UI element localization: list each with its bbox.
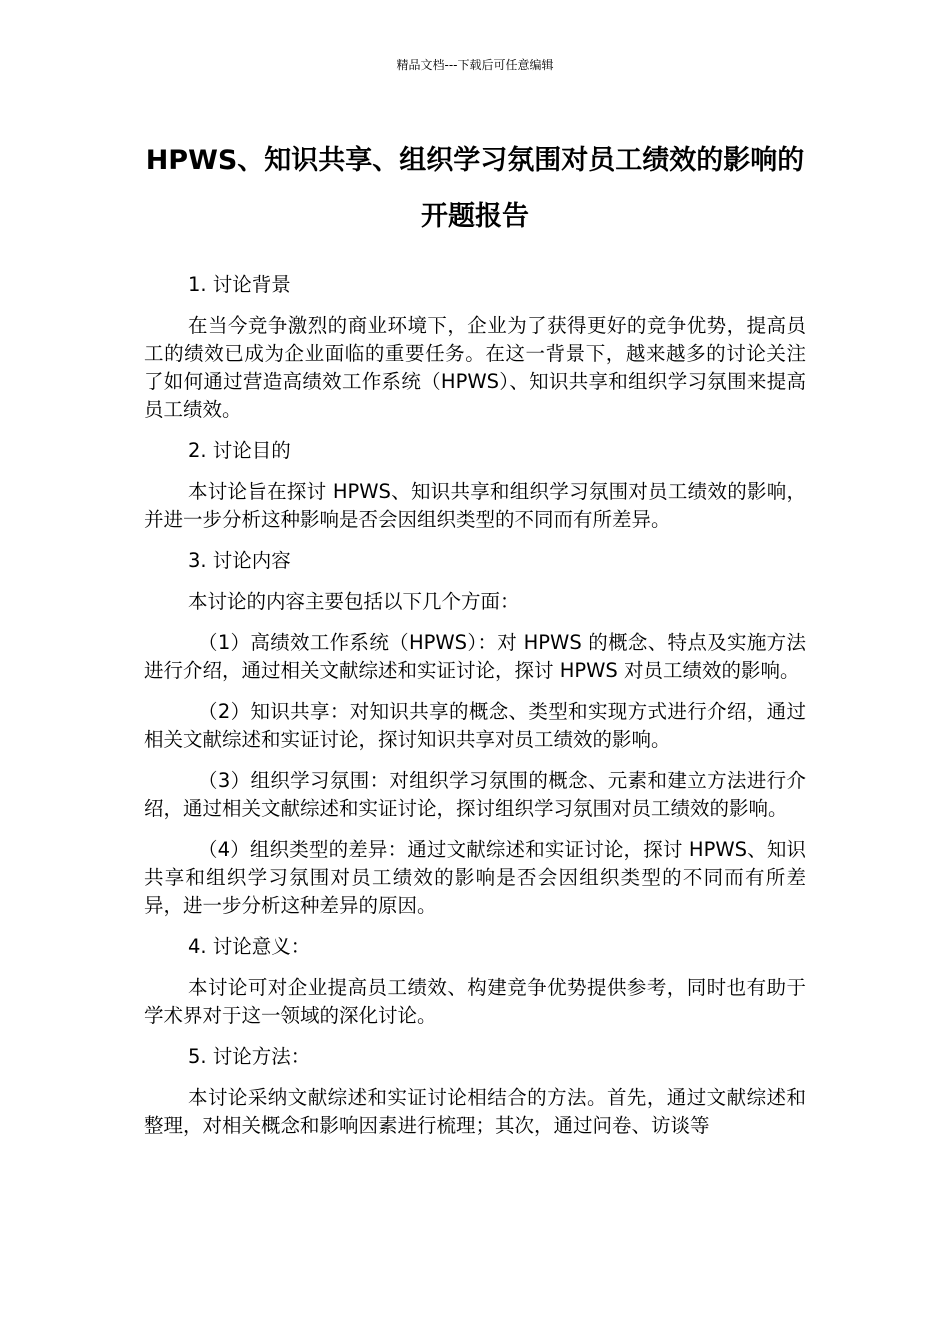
document-body: [144, 271, 806, 1140]
paragraph-purpose: 本讨论旨在探讨 HPWS、知识共享和组织学习氛围对员工绩效的影响，并进一步分析这种影响是否会因组织类型的不同而有所差异。: [144, 480, 806, 531]
section-heading-content: 3. 讨论内容: [188, 549, 291, 572]
section-heading-purpose: 2. 讨论目的: [188, 439, 291, 462]
paragraph-method: 本讨论采纳文献综述和实证讨论相结合的方法。首先，通过文献综述和整理，对相关概念和影响因素进行梳理；其次，通过问卷、访谈等: [144, 1086, 806, 1137]
header-note: 精品文档---下载后可任意编辑: [396, 58, 554, 72]
paragraph-content-intro: 本讨论的内容主要包括以下几个方面：: [188, 590, 520, 613]
paragraph-significance: 本讨论可对企业提高员工绩效、构建竞争优势提供参考，同时也有助于学术界对于这一领域的深化讨论。: [144, 976, 806, 1027]
list-item-org-type-difference: （4）组织类型的差异：通过文献综述和实证讨论，探讨 HPWS、知识共享和组织学习氛围对员工绩效的影响是否会因组织类型的不同而有所差异，进一步分析这种差异的原因。: [144, 838, 806, 917]
list-item-knowledge-sharing: （2）知识共享：对知识共享的概念、类型和实现方式进行介绍，通过相关文献综述和实证讨论，探讨知识共享对员工绩效的影响。: [144, 700, 806, 751]
paragraph-background: 在当今竞争激烈的商业环境下，企业为了获得更好的竞争优势，提高员工的绩效已成为企业面临的重要任务。在这一背景下，越来越多的讨论关注了如何通过营造高绩效工作系统（HPWS）、知识共享和组织学习氛围来提高员工绩效。: [144, 314, 806, 421]
list-item-learning-climate: （3）组织学习氛围：对组织学习氛围的概念、元素和建立方法进行介绍，通过相关文献综述和实证讨论，探讨组织学习氛围对员工绩效的影响。: [144, 769, 806, 820]
section-heading-method: 5. 讨论方法：: [188, 1045, 311, 1068]
section-heading-significance: 4. 讨论意义：: [188, 935, 311, 958]
list-item-hpws: （1）高绩效工作系统（HPWS）：对 HPWS 的概念、特点及实施方法进行介绍，通过相关文献综述和实证讨论，探讨 HPWS 对员工绩效的影响。: [144, 631, 806, 682]
section-heading-background: 1. 讨论背景: [188, 273, 291, 296]
document-title: HPWS、知识共享、组织学习氛围对员工绩效的影响的开题报告: [145, 145, 805, 232]
